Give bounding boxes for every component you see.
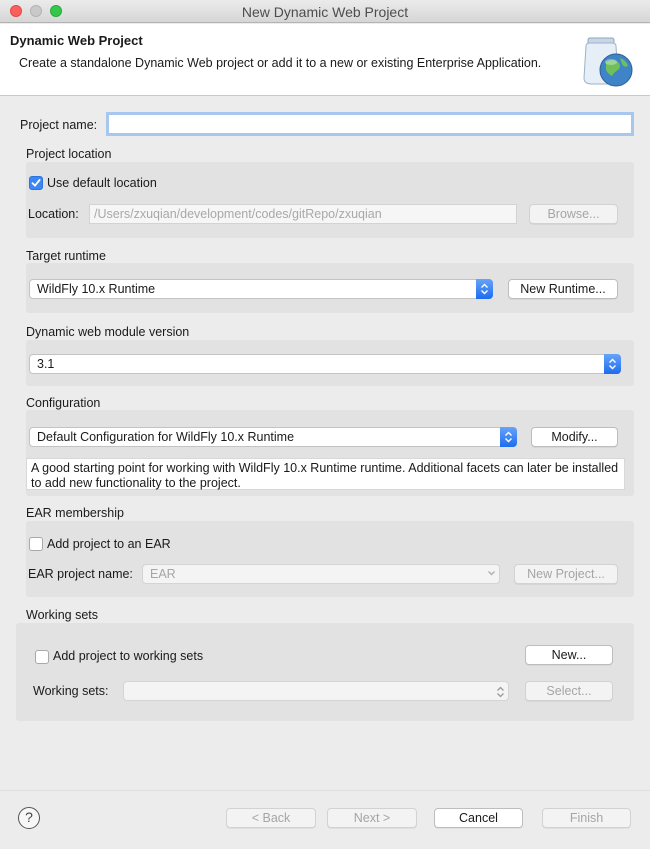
use-default-location-label: Use default location xyxy=(47,176,157,190)
window-title: New Dynamic Web Project xyxy=(241,4,409,20)
new-working-set-button[interactable]: New... xyxy=(525,645,613,665)
new-runtime-button[interactable]: New Runtime... xyxy=(508,279,618,299)
working-sets-group xyxy=(16,623,634,721)
ear-project-name-select[interactable] xyxy=(142,564,500,584)
wizard-description: Create a standalone Dynamic Web project or add it to a new or existing Enterprise Application. xyxy=(19,56,542,70)
wizard-header xyxy=(0,24,650,96)
configuration-section-label: Configuration xyxy=(26,396,101,410)
module-version-value: 3.1 xyxy=(37,357,55,371)
help-icon[interactable]: ? xyxy=(18,807,40,829)
modify-button[interactable]: Modify... xyxy=(531,427,618,447)
add-to-ear-label: Add project to an EAR xyxy=(47,537,171,551)
project-location-group xyxy=(26,162,634,238)
stepper-icon[interactable] xyxy=(476,279,493,299)
target-runtime-value: WildFly 10.x Runtime xyxy=(37,282,156,296)
add-to-ear-checkbox[interactable] xyxy=(29,537,43,551)
configuration-description: A good starting point for working with WildFly 10.x Runtime runtime. Additional facets can later be installed to add new functionality to the project. xyxy=(26,458,625,490)
working-sets-label: Working sets: xyxy=(33,684,109,698)
working-sets-section-label: Working sets xyxy=(26,608,99,622)
checkmark-icon xyxy=(31,178,41,188)
ear-project-name-value: EAR xyxy=(150,567,176,581)
project-name-input[interactable] xyxy=(106,112,634,136)
footer-divider xyxy=(0,790,650,791)
cancel-button[interactable]: Cancel xyxy=(434,808,523,828)
ear-membership-section-label: EAR membership xyxy=(26,506,124,520)
title-bar xyxy=(0,0,650,23)
location-input[interactable]: /Users/zxuqian/development/codes/gitRepo/zxuqian xyxy=(89,204,517,224)
stepper-icon[interactable] xyxy=(492,682,506,700)
configuration-select[interactable] xyxy=(29,427,517,447)
ear-project-name-label: EAR project name: xyxy=(28,567,133,581)
next-button[interactable]: Next > xyxy=(327,808,417,828)
select-working-sets-button[interactable]: Select... xyxy=(525,681,613,701)
dropdown-chevron-icon[interactable] xyxy=(483,565,497,583)
location-label: Location: xyxy=(28,207,79,221)
project-location-section-label: Project location xyxy=(26,147,112,161)
project-name-label: Project name: xyxy=(20,118,98,132)
finish-button[interactable]: Finish xyxy=(542,808,631,828)
configuration-value: Default Configuration for WildFly 10.x Runtime xyxy=(37,430,295,444)
target-runtime-section-label: Target runtime xyxy=(26,249,106,263)
module-version-select[interactable] xyxy=(29,354,621,374)
back-button[interactable]: < Back xyxy=(226,808,316,828)
module-version-group xyxy=(26,340,634,386)
add-to-working-sets-checkbox[interactable] xyxy=(35,650,49,664)
new-project-button[interactable]: New Project... xyxy=(514,564,618,584)
wizard-title: Dynamic Web Project xyxy=(10,33,143,48)
web-project-globe-icon xyxy=(578,32,636,92)
module-version-section-label: Dynamic web module version xyxy=(26,325,190,339)
add-to-working-sets-label: Add project to working sets xyxy=(53,649,204,663)
stepper-icon[interactable] xyxy=(500,427,517,447)
configuration-group xyxy=(26,410,634,496)
browse-button[interactable]: Browse... xyxy=(529,204,618,224)
use-default-location-checkbox[interactable] xyxy=(29,176,43,190)
ear-membership-group xyxy=(26,521,634,597)
working-sets-select[interactable] xyxy=(123,681,509,701)
target-runtime-group xyxy=(26,263,634,313)
target-runtime-select[interactable] xyxy=(29,279,493,299)
stepper-icon[interactable] xyxy=(604,354,621,374)
